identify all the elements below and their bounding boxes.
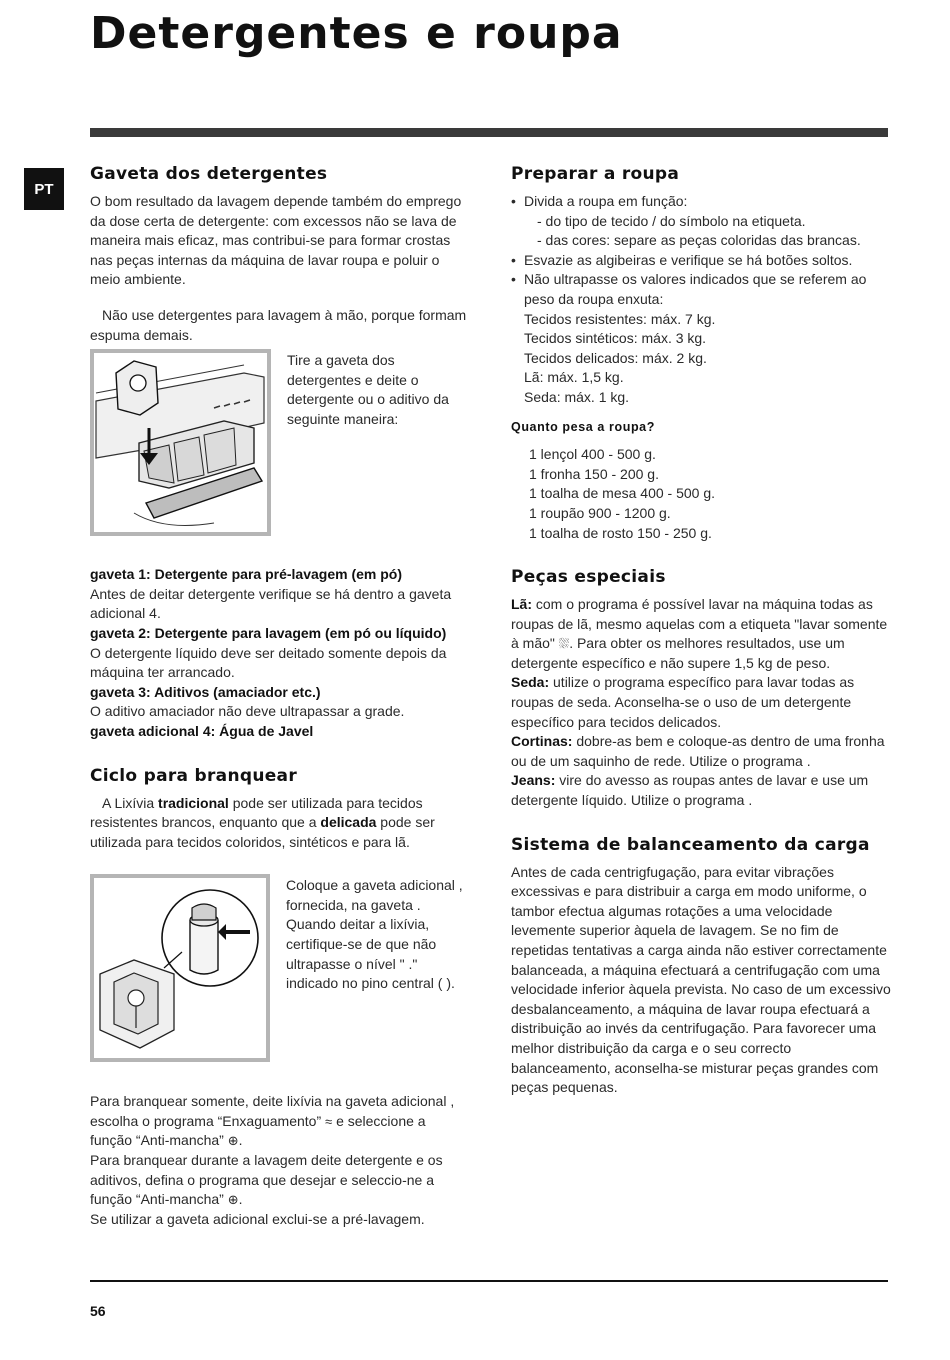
gaveta-paragraph-1: O bom resultado da lavagem depende também do emprego da dose certa de detergente: com excessos não se lava de maneira mais eficaz, mas contribui-se para formar crostas nas peças internas da máquina de lavar roupa e poluir o meio ambiente.	[90, 193, 462, 288]
section-heading-gaveta: Gaveta dos detergentes	[90, 164, 328, 184]
curtains-paragraph: Cortinas: dobre-as bem e coloque-as dentro de uma fronha ou de um saquinho de rede. Utilize o programa .	[511, 733, 885, 769]
silk-paragraph: Seda: utilize o programa específico para lavar todas as roupas de seda. Aconselha-se o uso de um detergente específico para tecidos delicados.	[511, 674, 855, 730]
bottom-divider	[90, 1280, 888, 1282]
bleach-container-icon	[94, 878, 266, 1058]
preparation-list	[511, 192, 891, 408]
bleach-extra-drawer-text: Se utilizar a gaveta adicional exclui-se a pré-lavagem.	[90, 1210, 425, 1227]
list-item: • Não ultrapasse os valores indicados que se referem ao peso da roupa enxuta: Tecidos resistentes: máx. 7 kg. Tecidos sintéticos: máx. 3 kg. Tecidos delicados: máx. 2 kg. Lã: máx. 1,5 kg. Seda: máx. 1 kg.	[511, 270, 891, 407]
list-item: 1 lençol 400 - 500 g.	[529, 446, 656, 463]
bleach-during-wash-text: Para branquear durante a lavagem deite detergente e os aditivos, defina o programa que desejar e seleccio-ne a função “Anti-mancha” ⊕.	[90, 1151, 468, 1210]
page-title: Detergentes e roupa	[90, 8, 623, 59]
top-divider	[90, 128, 888, 137]
section-heading-preparar: Preparar a roupa	[511, 164, 680, 184]
drawer-3-text: O aditivo amaciador não deve ultrapassar a grade.	[90, 703, 405, 720]
weight-limit: Lã: máx. 1,5 kg.	[524, 369, 624, 386]
section-heading-sistema: Sistema de balanceamento da carga	[511, 834, 870, 855]
bleach-only-text: Para branquear somente, deite lixívia na gaveta adicional , escolha o programa “Enxaguamento” ≈ e seleccione a função “Anti-mancha” ⊕.	[90, 1092, 468, 1151]
drawer-1-text: Antes de deitar detergente verifique se há dentro a gaveta adicional 4.	[90, 585, 452, 622]
balance-paragraph: Antes de cada centrigfugação, para evitar vibrações excessivas e para distribuir a carga em modo uniforme, o tambor efectua algumas rotações a uma velocidade levemente superior àquela de lavagem. Se no fim de repetidas tentativas a carga ainda não estiver correctamente balanceada, a máquina efectuará a centrifugação com uma velocidade inferior àquela prevista. No caso de um excessivo desbalanceamento, a máquina de lavar roupa efectuará a distribuição ao invés da centrifugação. Para favorecer uma melhor distribuição da carga e o seu correcto balanceamento, aconselha-se misturar peças grandes com peças pequenas.	[511, 863, 891, 1096]
weight-limit: Seda: máx. 1 kg.	[524, 388, 630, 405]
drawer-1-label: gaveta 1: Detergente para pré-lavagem (em pó)	[90, 566, 402, 583]
anti-stain-icon: ⊕	[227, 1133, 239, 1149]
drawer-instructions: Tire a gaveta dos detergentes e deite o detergente ou o aditivo da seguinte maneira:	[287, 352, 449, 427]
section-heading-pecas: Peças especiais	[511, 567, 666, 588]
drawer-illustration	[90, 349, 271, 536]
drawer-2-text: O detergente líquido deve ser deitado somente depois da máquina ter arrancado.	[90, 644, 447, 681]
bleach-instruction-1: Coloque a gaveta adicional , fornecida, na gaveta .	[286, 877, 463, 913]
bleach-instruction-2: Quando deitar a lixívia, certifique-se de que não ultrapasse o nível " ." indicado no pino central ( ).	[286, 916, 455, 992]
section-heading-ciclo: Ciclo para branquear	[90, 765, 298, 786]
hand-wash-icon: ⛆	[558, 636, 570, 652]
jeans-paragraph: Jeans: vire do avesso as roupas antes de lavar e use um detergente líquido. Utilize o programa .	[511, 772, 869, 809]
language-tab: PT	[24, 168, 64, 210]
list-sub-item: - do tipo de tecido / do símbolo na etiqueta.	[537, 212, 806, 229]
list-item: 1 fronha 150 - 200 g.	[529, 465, 659, 482]
left-column	[90, 162, 468, 1229]
weights-list	[511, 445, 891, 543]
bleach-instructions	[286, 874, 468, 1062]
list-item: 1 roupão 900 - 1200 g.	[529, 504, 671, 521]
wool-paragraph: Lã: com o programa é possível lavar na máquina todas as roupas de lã, mesmo aquelas com a etiqueta "lavar somente à mão" ⛆. Para obter os melhores resultados, use um detergente específico e não supere 1,5 kg de peso.	[511, 596, 888, 671]
list-item: 1 toalha de mesa 400 - 500 g.	[529, 485, 716, 502]
anti-stain-icon: ⊕	[227, 1192, 239, 1208]
page-number: 56	[90, 1303, 106, 1319]
sub-heading-weights: Quanto pesa a roupa?	[511, 419, 655, 434]
list-item: • Divida a roupa em função: - do tipo de tecido / do símbolo na etiqueta. - das cores: separe as peças coloridas das brancas.	[511, 192, 891, 251]
list-sub-item: - das cores: separe as peças coloridas das brancas.	[537, 232, 861, 249]
ciclo-paragraph-1: A Lixívia tradicional pode ser utilizada para tecidos resistentes brancos, enquanto que a delicada pode ser utilizada para tecidos coloridos, sintéticos e para lã.	[90, 794, 435, 850]
bleach-illustration	[90, 874, 270, 1062]
list-item: • Esvazie as algibeiras e verifique se há botões soltos.	[511, 251, 891, 271]
detergent-drawer-icon	[94, 353, 267, 532]
weight-limit: Tecidos delicados: máx. 2 kg.	[524, 349, 707, 366]
list-item: 1 toalha de rosto 150 - 250 g.	[529, 524, 712, 541]
weight-limit: Tecidos resistentes: máx. 7 kg.	[524, 310, 716, 327]
drawer-4-label: gaveta adicional 4: Água de Javel	[90, 722, 314, 739]
rinse-icon: ≈	[325, 1113, 333, 1129]
drawer-2-label: gaveta 2: Detergente para lavagem (em pó ou líquido)	[90, 624, 447, 641]
drawer-3-label: gaveta 3: Aditivos (amaciador etc.)	[90, 683, 321, 700]
gaveta-paragraph-2: Não use detergentes para lavagem à mão, porque formam espuma demais.	[90, 306, 467, 343]
right-column	[511, 162, 891, 1098]
weight-limit: Tecidos sintéticos: máx. 3 kg.	[524, 330, 707, 347]
